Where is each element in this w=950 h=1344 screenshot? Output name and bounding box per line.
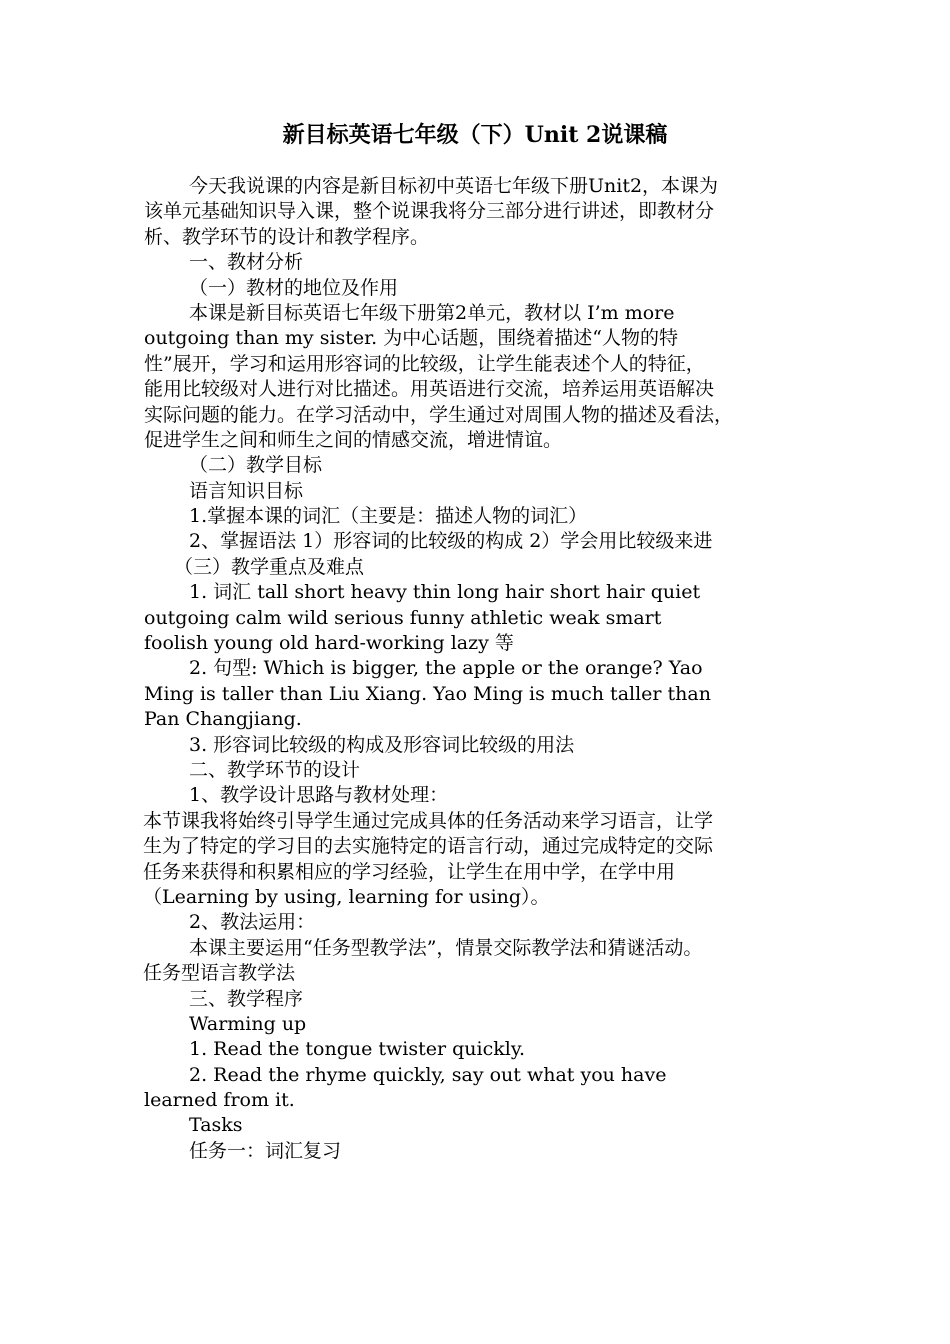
list-item: 2、教法运用： [189, 911, 316, 934]
list-item: 2. Read the rhyme quickly, say out what you have [189, 1063, 667, 1086]
paragraph-line: 促进学生之间和师生之间的情感交流，增进情谊。 [144, 428, 563, 451]
paragraph-line: 本节课我将始终引导学生通过完成具体的任务活动来学习语言，让学 [143, 809, 714, 832]
paragraph-line: 本课是新目标英语七年级下册第2单元，教材以 I’m more [189, 301, 675, 324]
list-item: 2、掌握语法 1）形容词的比较级的构成 2）学会用比较级来进 [189, 530, 713, 553]
paragraph-line: 析、教学环节的设计和教学程序。 [144, 225, 430, 248]
paragraph-line: learned from it. [144, 1089, 295, 1112]
subsection-heading: Tasks [189, 1114, 243, 1137]
subsection-heading: Warming up [189, 1012, 307, 1035]
paragraph-line: 今天我说课的内容是新目标初中英语七年级下册Unit2，本课为 [189, 175, 719, 197]
paragraph-line: 任务型语言教学法 [143, 962, 296, 985]
paragraph-line: 能用比较级对人进行对比描述。用英语进行交流，培养运用英语解决 [144, 378, 715, 401]
paragraph-line: 本课主要运用“任务型教学法”，情景交际教学法和猜谜活动。 [189, 936, 703, 959]
paragraph-line: foolish young old hard-working lazy 等 [144, 632, 514, 655]
subsection-heading: （三）教学重点及难点 [174, 555, 365, 578]
paragraph-line: 性”展开，学习和运用形容词的比较级，让学生能表述个人的特征， [144, 352, 705, 375]
subsection-heading: （二）教学目标 [189, 454, 323, 477]
paragraph-line: 实际问题的能力。在学习活动中，学生通过对周围人物的描述及看法， [144, 403, 734, 426]
list-item: 1.掌握本课的词汇（主要是：描述人物的词汇） [189, 505, 588, 528]
section-heading: 一、教材分析 [189, 251, 304, 274]
section-heading: 三、教学程序 [189, 987, 304, 1010]
subsection-heading: （一）教材的地位及作用 [189, 276, 399, 299]
paragraph-line: outgoing calm wild serious funny athletic weak smart [144, 606, 662, 629]
list-item: 任务一：词汇复习 [189, 1139, 342, 1162]
section-heading: 二、教学环节的设计 [189, 758, 361, 781]
paragraph-line: 语言知识目标 [189, 479, 304, 502]
paragraph-line: 生为了特定的学习目的去实施特定的语言行动，通过完成特定的交际 [143, 835, 714, 858]
paragraph-line: 该单元基础知识导入课，整个说课我将分三部分进行讲述，即教材分 [144, 200, 715, 223]
list-item: 1、教学设计思路与教材处理： [189, 784, 449, 807]
list-item: 1. 词汇 tall short heavy thin long hair short hair quiet [189, 581, 701, 604]
document-title: 新目标英语七年级（下）Unit 2说课稿 [282, 122, 668, 148]
paragraph-line: Pan Changjiang. [144, 708, 302, 731]
paragraph-line: （Learning by using, learning for using）。 [143, 885, 550, 908]
paragraph-line: Ming is taller than Liu Xiang. Yao Ming is much taller than [144, 682, 711, 705]
list-item: 2. 句型: Which is bigger, the apple or the orange? Yao [189, 657, 703, 680]
paragraph-line: outgoing than my sister. 为中心话题，围绕着描述“人物的特 [144, 327, 678, 350]
list-item: 1. Read the tongue twister quickly. [189, 1038, 526, 1061]
list-item: 3. 形容词比较级的构成及形容词比较级的用法 [189, 733, 575, 756]
paragraph-line: 任务来获得和积累相应的学习经验，让学生在用中学，在学中用 [143, 860, 676, 883]
document-body [144, 174, 816, 1164]
